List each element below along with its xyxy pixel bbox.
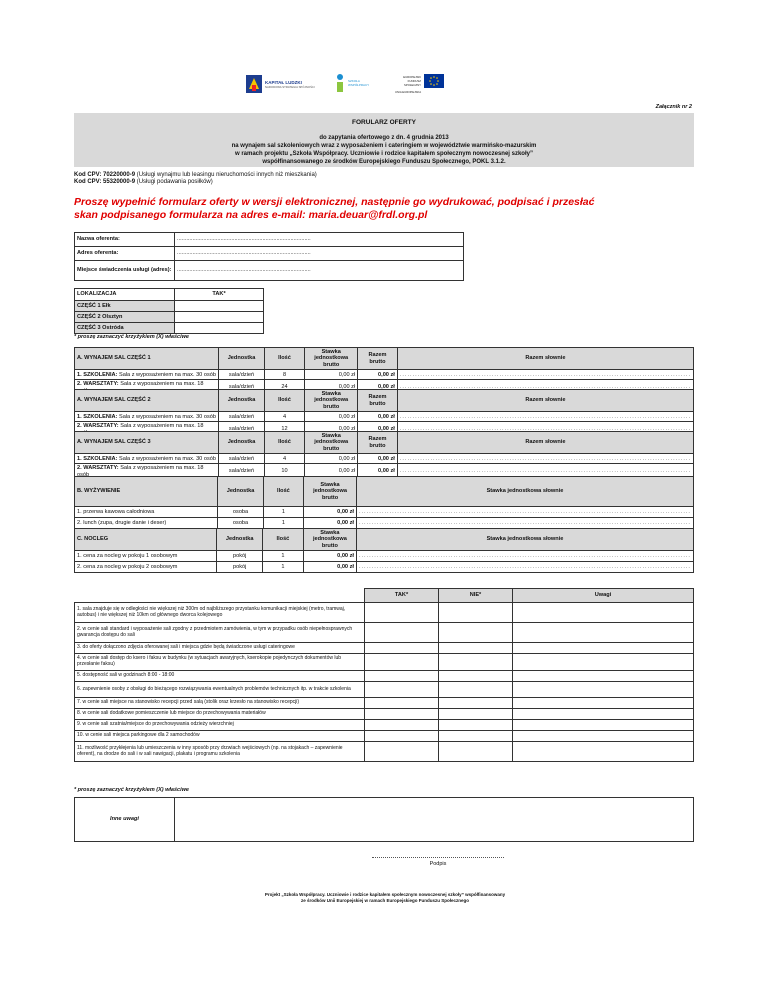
conditions-tak-header: TAK* bbox=[365, 589, 439, 603]
condition-text: 9. w cenie sali szatnia/miejsce do przechowywania odzieży wierzchniej bbox=[75, 720, 365, 731]
section-words-header: Razem słownie bbox=[397, 390, 693, 412]
cpv-1-desc: (Usługi wynajmu lub leasingu nieruchomości innych niż mieszkania) bbox=[135, 172, 317, 178]
remarks-table bbox=[74, 797, 694, 842]
lodging-row-2-qty: 1 bbox=[263, 562, 304, 573]
condition-tak-check[interactable] bbox=[365, 654, 439, 671]
condition-row bbox=[75, 623, 694, 643]
footer bbox=[150, 892, 620, 905]
lodging-row-2-rate[interactable]: 0,00 zł bbox=[303, 562, 356, 573]
row-words[interactable]: .................................................................................................................. bbox=[397, 370, 693, 380]
row-unit: sala/dzień bbox=[219, 422, 265, 438]
section-words-header: Razem słownie bbox=[397, 348, 693, 370]
row-qty: 8 bbox=[264, 370, 304, 380]
location-table bbox=[74, 288, 264, 334]
location-label: LOKALIZACJA bbox=[75, 289, 175, 301]
condition-nie-check[interactable] bbox=[439, 731, 513, 742]
row-name-text: Sala z wyposażeniem na max. 30 osób bbox=[117, 455, 216, 462]
section-words-header: Razem słownie bbox=[397, 432, 693, 454]
row-name bbox=[75, 370, 219, 380]
row-total: 0,00 zł bbox=[358, 454, 398, 464]
row-total: 0,00 zł bbox=[358, 422, 398, 438]
food-qty-header: Ilość bbox=[263, 477, 303, 507]
row-unit: sala/dzień bbox=[219, 454, 265, 464]
row-qty: 4 bbox=[264, 412, 304, 422]
condition-nie-check[interactable] bbox=[439, 698, 513, 709]
eu-flag-icon bbox=[424, 74, 444, 88]
condition-row bbox=[75, 654, 694, 671]
row-name-text: Sala z wyposażeniem na max. 18 osób bbox=[77, 465, 204, 478]
condition-remarks[interactable] bbox=[513, 709, 694, 720]
ue-sub: EUROPEJSKI FUNDUSZ SPOŁECZNY bbox=[403, 75, 421, 87]
section-rate-header: Stawka jednostkowa brutto bbox=[305, 348, 358, 370]
lodging-unit-header: Jednostka bbox=[217, 529, 263, 551]
section-total-header: Razem brutto bbox=[358, 348, 398, 370]
location-part-3: CZĘŚĆ 3 Ostróda bbox=[75, 323, 175, 334]
offeror-name-dots: ...................................................................................... bbox=[177, 236, 311, 243]
table-row bbox=[75, 412, 694, 422]
condition-nie-check[interactable] bbox=[439, 623, 513, 643]
cpv-2-desc: (Usługi podawania posiłków) bbox=[135, 179, 213, 186]
row-name-text: Sala z wyposażeniem na max. 18 osób bbox=[77, 381, 204, 394]
row-unit: sala/dzień bbox=[219, 380, 265, 396]
header-line-3: w ramach projektu „Szkoła Współpracy. Uczniowie i rodzice kapitałem społecznym nowoczesnej szkoły” bbox=[235, 151, 533, 158]
offeror-address-dots: ...................................................................................... bbox=[177, 250, 311, 257]
condition-remarks[interactable] bbox=[513, 682, 694, 698]
condition-row bbox=[75, 603, 694, 623]
condition-text: 8. w cenie sali dodatkowe pomieszczenie lub miejsce do przechowywania materiałów bbox=[75, 709, 365, 720]
food-row-1-qty: 1 bbox=[263, 507, 303, 518]
row-name bbox=[75, 412, 219, 422]
kapital-ludzki-sub: NARODOWA STRATEGIA SPÓJNOŚCI bbox=[265, 84, 315, 89]
conditions-uwagi-header: Uwagi bbox=[513, 589, 694, 603]
condition-text: 4. w cenie sali dostęp do ksero i faksu w budynku (w sytuacjach awaryjnych, kserokopie pojedynczych dokumentów lub przesłanie faksu) bbox=[75, 654, 365, 671]
condition-tak-check[interactable] bbox=[365, 709, 439, 720]
form-title: FORULARZ OFERTY bbox=[352, 119, 416, 126]
section-unit-header: Jednostka bbox=[219, 432, 265, 454]
instruction-text: Proszę wypełnić formularz oferty w wersji elektronicznej, następnie go wydrukować, podpisać i przesłać skan podpisanego formularza na adres e-mail: maria.deuar@frdl.org.pl bbox=[74, 196, 595, 222]
section-total-header: Razem brutto bbox=[358, 432, 398, 454]
condition-row bbox=[75, 720, 694, 731]
footer-line-1: Projekt „Szkoła Współpracy. Uczniowie i rodzice kapitałem społecznym nowoczesnej szkoły” współfinansowany bbox=[264, 892, 506, 897]
lodging-row-1-rate[interactable]: 0,00 zł bbox=[303, 551, 356, 562]
section-title: A. WYNAJEM SAL CZĘŚĆ 1 bbox=[75, 348, 219, 370]
row-name-bold: 2. WARSZTATY: bbox=[77, 423, 119, 430]
row-rate[interactable]: 0,00 zł bbox=[305, 380, 358, 396]
row-qty: 24 bbox=[264, 380, 304, 396]
food-row-2-words[interactable]: .................................................................................................................................. bbox=[356, 518, 693, 529]
row-total: 0,00 zł bbox=[358, 370, 398, 380]
condition-remarks[interactable] bbox=[513, 643, 694, 654]
conditions-note: * proszę zaznaczyć krzyżykiem (X) właściwe bbox=[74, 787, 189, 793]
lodging-row-1-words[interactable]: .................................................................................................................................. bbox=[356, 551, 693, 562]
condition-row bbox=[75, 682, 694, 698]
offeror-place-field[interactable] bbox=[175, 261, 464, 281]
table-row bbox=[75, 454, 694, 464]
section-table-3 bbox=[74, 431, 694, 480]
condition-text: 11. możliwość przykłejenia lub umieszczenia w inny sposób przy drzwiach wejściowych (np. na stojakach – zapewnienie oferent), na drodze do sali i w sali nawigacji, plakatu i programu szkolenia bbox=[75, 742, 365, 762]
signature-line[interactable] bbox=[372, 857, 504, 858]
condition-row bbox=[75, 671, 694, 682]
condition-remarks[interactable] bbox=[513, 654, 694, 671]
footer-line-2: ze środków Unii Europejskiej w ramach Europejskiego Funduszu Społecznego bbox=[300, 898, 470, 904]
condition-text: 2. w cenie sali standard i wyposażenie sali zgodny z przedmiotem zamówienia, w tym w przypadku osób niepełnosprawnych gwarancja dostępu do sali bbox=[75, 623, 365, 643]
offeror-table bbox=[74, 232, 464, 281]
condition-nie-check[interactable] bbox=[439, 671, 513, 682]
lodging-rate-header: Stawka jednostkowa brutto bbox=[303, 529, 356, 551]
row-words[interactable]: .................................................................................................................. bbox=[397, 454, 693, 464]
conditions-table bbox=[74, 588, 694, 762]
condition-remarks[interactable] bbox=[513, 731, 694, 742]
school-icon bbox=[335, 72, 345, 94]
offeror-name-label: Nazwa oferenta: bbox=[75, 233, 175, 247]
condition-row bbox=[75, 698, 694, 709]
food-title: B. WYŻYWIENIE bbox=[75, 477, 218, 507]
condition-nie-check[interactable] bbox=[439, 643, 513, 654]
condition-remarks[interactable] bbox=[513, 742, 694, 762]
location-part-3-check[interactable] bbox=[175, 323, 264, 334]
attachment-label: Załącznik nr 2 bbox=[655, 104, 692, 110]
lodging-table bbox=[74, 528, 694, 573]
cpv-block bbox=[74, 172, 317, 186]
food-row-1-rate[interactable]: 0,00 zł bbox=[304, 507, 357, 518]
food-row-1-unit: osoba bbox=[218, 507, 263, 518]
food-words-header: Stawka jednostkowa słownie bbox=[356, 477, 693, 507]
row-name bbox=[75, 454, 219, 464]
row-unit: sala/dzień bbox=[219, 370, 265, 380]
condition-nie-check[interactable] bbox=[439, 603, 513, 623]
section-rate-header: Stawka jednostkowa brutto bbox=[305, 390, 358, 412]
row-rate[interactable]: 0,00 zł bbox=[305, 464, 358, 480]
section-unit-header: Jednostka bbox=[219, 390, 265, 412]
row-name-bold: 1. SZKOLENIA: bbox=[77, 413, 118, 420]
food-table bbox=[74, 476, 694, 529]
location-part-2-check[interactable] bbox=[175, 312, 264, 323]
section-title: A. WYNAJEM SAL CZĘŚĆ 3 bbox=[75, 432, 219, 454]
condition-remarks[interactable] bbox=[513, 603, 694, 623]
section-rate-header: Stawka jednostkowa brutto bbox=[305, 432, 358, 454]
condition-text: 5. dostępność sali w godzinach 8:00 - 18:00 bbox=[75, 671, 365, 682]
condition-remarks[interactable] bbox=[513, 698, 694, 709]
food-row-2-unit: osoba bbox=[218, 518, 263, 529]
section-qty-header: Ilość bbox=[264, 432, 304, 454]
section-unit-header: Jednostka bbox=[219, 348, 265, 370]
condition-tak-check[interactable] bbox=[365, 623, 439, 643]
offeror-address-field[interactable] bbox=[175, 247, 464, 261]
remarks-field[interactable] bbox=[175, 798, 694, 842]
row-name-text: Sala z wyposażeniem na max. 30 osób bbox=[117, 371, 216, 378]
food-row-1-name: 1. przerwa kawowa całodniowa bbox=[75, 507, 218, 518]
condition-row bbox=[75, 731, 694, 742]
ue-logo bbox=[395, 74, 444, 88]
condition-remarks[interactable] bbox=[513, 720, 694, 731]
ue-text: UNIA EUROPEJSKA bbox=[395, 90, 422, 94]
school-text: SZKOŁA WSPÓŁPRACY bbox=[348, 79, 370, 87]
condition-tak-check[interactable] bbox=[365, 671, 439, 682]
condition-row bbox=[75, 709, 694, 720]
condition-tak-check[interactable] bbox=[365, 698, 439, 709]
lodging-qty-header: Ilość bbox=[263, 529, 304, 551]
row-total: 0,00 zł bbox=[358, 380, 398, 396]
condition-tak-check[interactable] bbox=[365, 682, 439, 698]
lodging-row-1-name: 1. cena za nocleg w pokoju 1 osobowym bbox=[75, 551, 217, 562]
food-unit-header: Jednostka bbox=[218, 477, 263, 507]
school-logo bbox=[335, 72, 378, 94]
condition-tak-check[interactable] bbox=[365, 731, 439, 742]
condition-text: 7. w cenie sali miejsce na stanowisko recepcji przed salą (stolik oraz krzesło na stanowisko recepcji) bbox=[75, 698, 365, 709]
condition-nie-check[interactable] bbox=[439, 709, 513, 720]
row-qty: 12 bbox=[264, 422, 304, 438]
remarks-label: Inne uwagi bbox=[75, 798, 175, 842]
lodging-row-2-words[interactable]: .................................................................................................................................. bbox=[356, 562, 693, 573]
condition-remarks[interactable] bbox=[513, 671, 694, 682]
row-unit: sala/dzień bbox=[219, 464, 265, 480]
section-title: A. WYNAJEM SAL CZĘŚĆ 2 bbox=[75, 390, 219, 412]
lodging-row-2-name: 2. cena za nocleg w pokoju 2 osobowym bbox=[75, 562, 217, 573]
lodging-row-2-unit: pokój bbox=[217, 562, 263, 573]
row-words[interactable]: .................................................................................................................. bbox=[397, 380, 693, 396]
cpv-1-code: Kod CPV: 70220000-9 bbox=[74, 172, 136, 178]
kapital-ludzki-logo bbox=[246, 75, 317, 93]
row-rate[interactable]: 0,00 zł bbox=[305, 370, 358, 380]
location-part-1: CZĘŚĆ 1 Ełk bbox=[75, 301, 175, 312]
row-words[interactable]: .................................................................................................................. bbox=[397, 464, 693, 480]
offeror-place-dots: ...................................................................................... bbox=[177, 267, 311, 274]
lodging-row-1-unit: pokój bbox=[217, 551, 263, 562]
condition-nie-check[interactable] bbox=[439, 720, 513, 731]
offeror-name-field[interactable] bbox=[175, 233, 464, 247]
row-name-bold: 1. SZKOLENIA: bbox=[77, 455, 118, 462]
header-line-4: współfinansowanego ze środków Europejskiego Funduszu Społecznego, POKL 3.1.2. bbox=[262, 158, 506, 165]
kapital-ludzki-text: KAPITAŁ LUDZKI bbox=[265, 79, 302, 85]
row-total: 0,00 zł bbox=[358, 412, 398, 422]
row-qty: 4 bbox=[264, 454, 304, 464]
location-note: * proszę zaznaczyć krzyżykiem (X) właściwe bbox=[74, 334, 189, 340]
section-qty-header: Ilość bbox=[264, 390, 304, 412]
header-line-2: na wynajem sal szkoleniowych wraz z wyposażeniem i cateringiem w województwie warmińsko-mazurskim bbox=[231, 143, 537, 150]
condition-row bbox=[75, 742, 694, 762]
condition-row bbox=[75, 643, 694, 654]
food-row-2-qty: 1 bbox=[263, 518, 303, 529]
row-name-bold: 2. WARSZTATY: bbox=[77, 381, 119, 388]
location-part-1-check[interactable] bbox=[175, 301, 264, 312]
row-words[interactable]: .................................................................................................................. bbox=[397, 422, 693, 438]
lodging-words-header: Stawka jednostkowa słownie bbox=[356, 529, 693, 551]
location-tak-header: TAK* bbox=[175, 289, 264, 301]
offeror-place-label: Miejsce świadczenia usługi (adres): bbox=[75, 261, 175, 281]
row-name-text: Sala z wyposażeniem na max. 18 osób bbox=[77, 423, 204, 436]
row-total: 0,00 zł bbox=[358, 464, 398, 480]
condition-tak-check[interactable] bbox=[365, 643, 439, 654]
kapital-ludzki-icon bbox=[246, 75, 262, 93]
row-rate[interactable]: 0,00 zł bbox=[305, 412, 358, 422]
location-part-2: CZĘŚĆ 2 Olsztyn bbox=[75, 312, 175, 323]
section-total-header: Razem brutto bbox=[358, 390, 398, 412]
lodging-row-1-qty: 1 bbox=[263, 551, 304, 562]
conditions-nie-header: NIE* bbox=[439, 589, 513, 603]
form-header bbox=[74, 113, 694, 167]
lodging-title: C. NOCLEG bbox=[75, 529, 217, 551]
row-rate[interactable]: 0,00 zł bbox=[305, 422, 358, 438]
food-row-2-rate[interactable]: 0,00 zł bbox=[304, 518, 357, 529]
row-unit: sala/dzień bbox=[219, 412, 265, 422]
table-row bbox=[75, 370, 694, 380]
signature-label: Podpis bbox=[429, 861, 447, 867]
condition-text: 10. w cenie sali miejsca parkingowe dla 2 samochodów bbox=[75, 731, 365, 742]
condition-tak-check[interactable] bbox=[365, 742, 439, 762]
condition-tak-check[interactable] bbox=[365, 720, 439, 731]
food-rate-header: Stawka jednostkowa brutto bbox=[304, 477, 357, 507]
condition-text: 1. sala znajduje się w odległości nie większej niż 300m od najbliższego przystanku komunikacji miejskiej (metro, tramwaj, autobus) i nie większej niż 10km od głównego dworca kolejowego bbox=[75, 603, 365, 623]
row-name-bold: 2. WARSZTATY: bbox=[77, 465, 119, 472]
condition-text: 6. zapewnienie osoby z obsługi do bieżącego rozwiązywania ewentualnych problemów technicznych itp. w trakcie szkolenia bbox=[75, 682, 365, 698]
food-row-1-words[interactable]: .................................................................................................................................. bbox=[356, 507, 693, 518]
food-row-2-name: 2. lunch (zupa, drugie danie i deser) bbox=[75, 518, 218, 529]
row-qty: 10 bbox=[264, 464, 304, 480]
condition-nie-check[interactable] bbox=[439, 654, 513, 671]
condition-remarks[interactable] bbox=[513, 623, 694, 643]
cpv-2-code: Kod CPV: 55320000-9 bbox=[74, 179, 136, 186]
row-name-text: Sala z wyposażeniem na max. 30 osób bbox=[117, 413, 216, 420]
condition-nie-check[interactable] bbox=[439, 742, 513, 762]
condition-nie-check[interactable] bbox=[439, 682, 513, 698]
condition-text: 3. do oferty dołączono zdjęcia oferowanej sali i miejsca gdzie będą świadczone usługi cateringowe bbox=[75, 643, 365, 654]
row-rate[interactable]: 0,00 zł bbox=[305, 454, 358, 464]
row-name-bold: 1. SZKOLENIA: bbox=[77, 371, 118, 378]
header-line-1: do zapytania ofertowego z dn. 4 grudnia 2013 bbox=[319, 135, 449, 142]
row-words[interactable]: .................................................................................................................. bbox=[397, 412, 693, 422]
section-qty-header: Ilość bbox=[264, 348, 304, 370]
offeror-address-label: Adres oferenta: bbox=[75, 247, 175, 261]
condition-tak-check[interactable] bbox=[365, 603, 439, 623]
